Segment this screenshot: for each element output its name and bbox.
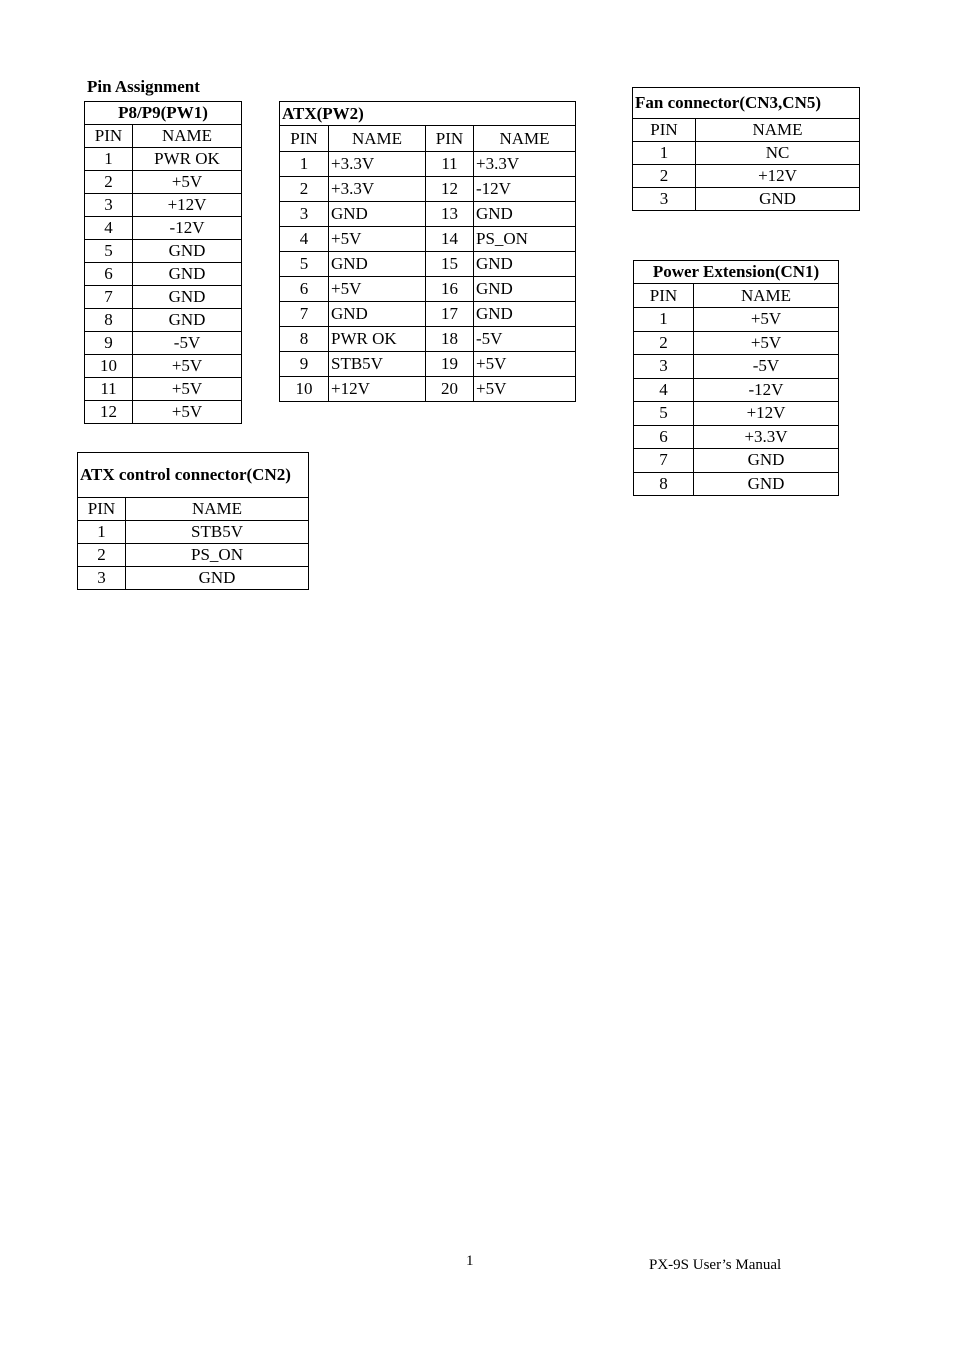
- fan-table-body: [633, 88, 860, 211]
- pin-number-cell: 14: [426, 227, 474, 252]
- table-row: [85, 355, 242, 378]
- pw2-header-row: [280, 126, 576, 152]
- signal-name-cell: GND: [694, 449, 839, 473]
- pin-number-cell: 2: [85, 171, 133, 194]
- name-column-header: NAME: [329, 126, 426, 152]
- table-row: [85, 240, 242, 263]
- signal-name-cell: +3.3V: [694, 425, 839, 449]
- pw2-pin-table: [279, 101, 576, 402]
- table-row: [280, 202, 576, 227]
- pin-number-cell: 7: [634, 449, 694, 473]
- signal-name-cell: GND: [126, 567, 309, 590]
- name-column-header: NAME: [694, 284, 839, 308]
- pin-number-cell: 9: [85, 332, 133, 355]
- table-row: [85, 217, 242, 240]
- cn1-pin-table: [633, 260, 839, 496]
- cn2-table-title: ATX control connector(CN2): [78, 453, 309, 498]
- signal-name-cell: PWR OK: [133, 148, 242, 171]
- signal-name-cell: GND: [329, 252, 426, 277]
- pw2-table-body: [280, 102, 576, 402]
- table-row: [280, 227, 576, 252]
- pin-number-cell: 12: [85, 401, 133, 424]
- pin-number-cell: 1: [633, 142, 696, 165]
- pin-number-cell: 20: [426, 377, 474, 402]
- pin-number-cell: 19: [426, 352, 474, 377]
- signal-name-cell: GND: [696, 188, 860, 211]
- pin-number-cell: 18: [426, 327, 474, 352]
- signal-name-cell: +12V: [133, 194, 242, 217]
- pin-number-cell: 1: [634, 308, 694, 332]
- cn2-header-row: [78, 498, 309, 521]
- pin-number-cell: 6: [634, 425, 694, 449]
- cn2-table-body: [78, 453, 309, 590]
- table-row: [634, 402, 839, 426]
- signal-name-cell: GND: [474, 277, 576, 302]
- pw2-table-title: ATX(PW2): [280, 102, 576, 126]
- signal-name-cell: +5V: [694, 331, 839, 355]
- signal-name-cell: +12V: [696, 165, 860, 188]
- signal-name-cell: GND: [474, 202, 576, 227]
- signal-name-cell: STB5V: [126, 521, 309, 544]
- table-row: [280, 277, 576, 302]
- pin-number-cell: 17: [426, 302, 474, 327]
- pin-number-cell: 5: [634, 402, 694, 426]
- table-row: [633, 165, 860, 188]
- fan-pin-table: [632, 87, 860, 211]
- page-heading: Pin Assignment: [87, 77, 200, 96]
- signal-name-cell: -5V: [694, 355, 839, 379]
- pin-number-cell: 2: [634, 331, 694, 355]
- signal-name-cell: GND: [329, 202, 426, 227]
- signal-name-cell: +3.3V: [329, 152, 426, 177]
- signal-name-cell: -5V: [474, 327, 576, 352]
- signal-name-cell: GND: [133, 286, 242, 309]
- table-row: [634, 425, 839, 449]
- table-row: [280, 252, 576, 277]
- signal-name-cell: +5V: [133, 171, 242, 194]
- table-row: [85, 148, 242, 171]
- pin-number-cell: 11: [426, 152, 474, 177]
- table-row: [633, 142, 860, 165]
- signal-name-cell: GND: [474, 302, 576, 327]
- name-column-header: NAME: [126, 498, 309, 521]
- table-row: [78, 567, 309, 590]
- table-row: [85, 263, 242, 286]
- pin-number-cell: 3: [280, 202, 329, 227]
- table-row: [85, 171, 242, 194]
- table-row: [78, 544, 309, 567]
- signal-name-cell: +5V: [474, 352, 576, 377]
- table-row: [634, 331, 839, 355]
- table-row: [280, 302, 576, 327]
- signal-name-cell: +5V: [133, 355, 242, 378]
- signal-name-cell: STB5V: [329, 352, 426, 377]
- pin-number-cell: 3: [85, 194, 133, 217]
- pin-number-cell: 11: [85, 378, 133, 401]
- cn1-table-title: Power Extension(CN1): [634, 261, 839, 284]
- table-row: [85, 194, 242, 217]
- signal-name-cell: -12V: [474, 177, 576, 202]
- pin-number-cell: 9: [280, 352, 329, 377]
- table-row: [634, 449, 839, 473]
- pin-number-cell: 3: [633, 188, 696, 211]
- table-row: [280, 327, 576, 352]
- pin-number-cell: 4: [634, 378, 694, 402]
- signal-name-cell: +5V: [133, 378, 242, 401]
- signal-name-cell: GND: [329, 302, 426, 327]
- signal-name-cell: -5V: [133, 332, 242, 355]
- pin-number-cell: 7: [280, 302, 329, 327]
- signal-name-cell: GND: [474, 252, 576, 277]
- pin-number-cell: 4: [85, 217, 133, 240]
- pin-number-cell: 6: [280, 277, 329, 302]
- pin-number-cell: 10: [85, 355, 133, 378]
- fan-table-title: Fan connector(CN3,CN5): [633, 88, 860, 119]
- table-row: [85, 309, 242, 332]
- table-row: [634, 355, 839, 379]
- pw1-header-row: [85, 125, 242, 148]
- cn1-header-row: [634, 284, 839, 308]
- manual-title: PX-9S User’s Manual: [649, 1257, 782, 1273]
- pin-column-header: PIN: [633, 119, 696, 142]
- table-row: [280, 177, 576, 202]
- signal-name-cell: -12V: [694, 378, 839, 402]
- pin-number-cell: 2: [78, 544, 126, 567]
- table-row: [85, 378, 242, 401]
- table-row: [634, 378, 839, 402]
- signal-name-cell: PS_ON: [474, 227, 576, 252]
- pin-number-cell: 2: [633, 165, 696, 188]
- signal-name-cell: PWR OK: [329, 327, 426, 352]
- pin-number-cell: 6: [85, 263, 133, 286]
- pw1-table-body: [85, 102, 242, 424]
- pin-number-cell: 8: [85, 309, 133, 332]
- cn2-pin-table: [77, 452, 309, 590]
- pin-column-header: PIN: [426, 126, 474, 152]
- table-row: [280, 352, 576, 377]
- table-row: [634, 472, 839, 496]
- signal-name-cell: GND: [694, 472, 839, 496]
- pin-number-cell: 12: [426, 177, 474, 202]
- signal-name-cell: NC: [696, 142, 860, 165]
- pin-number-cell: 15: [426, 252, 474, 277]
- signal-name-cell: GND: [133, 240, 242, 263]
- fan-header-row: [633, 119, 860, 142]
- pw1-pin-table: [84, 101, 242, 424]
- signal-name-cell: +5V: [133, 401, 242, 424]
- signal-name-cell: GND: [133, 263, 242, 286]
- pw1-table-title: P8/P9(PW1): [85, 102, 242, 125]
- pin-column-header: PIN: [78, 498, 126, 521]
- pin-column-header: PIN: [634, 284, 694, 308]
- pin-number-cell: 1: [85, 148, 133, 171]
- pin-number-cell: 1: [78, 521, 126, 544]
- pin-number-cell: 8: [634, 472, 694, 496]
- name-column-header: NAME: [696, 119, 860, 142]
- pin-number-cell: 10: [280, 377, 329, 402]
- signal-name-cell: +5V: [329, 227, 426, 252]
- pin-number-cell: 16: [426, 277, 474, 302]
- pin-number-cell: 8: [280, 327, 329, 352]
- pin-number-cell: 4: [280, 227, 329, 252]
- name-column-header: NAME: [133, 125, 242, 148]
- table-row: [280, 152, 576, 177]
- signal-name-cell: GND: [133, 309, 242, 332]
- pin-number-cell: 7: [85, 286, 133, 309]
- signal-name-cell: PS_ON: [126, 544, 309, 567]
- table-row: [85, 332, 242, 355]
- table-row: [85, 286, 242, 309]
- signal-name-cell: +5V: [329, 277, 426, 302]
- name-column-header: NAME: [474, 126, 576, 152]
- signal-name-cell: +12V: [329, 377, 426, 402]
- pin-number-cell: 13: [426, 202, 474, 227]
- cn1-table-body: [634, 261, 839, 496]
- pin-number-cell: 3: [634, 355, 694, 379]
- pin-number-cell: 1: [280, 152, 329, 177]
- page-number: 1: [466, 1253, 474, 1269]
- table-row: [633, 188, 860, 211]
- signal-name-cell: +3.3V: [329, 177, 426, 202]
- pin-number-cell: 5: [85, 240, 133, 263]
- pin-number-cell: 2: [280, 177, 329, 202]
- pin-column-header: PIN: [85, 125, 133, 148]
- pin-column-header: PIN: [280, 126, 329, 152]
- signal-name-cell: -12V: [133, 217, 242, 240]
- table-row: [280, 377, 576, 402]
- signal-name-cell: +12V: [694, 402, 839, 426]
- pin-number-cell: 5: [280, 252, 329, 277]
- table-row: [78, 521, 309, 544]
- signal-name-cell: +3.3V: [474, 152, 576, 177]
- table-row: [634, 308, 839, 332]
- pin-number-cell: 3: [78, 567, 126, 590]
- signal-name-cell: +5V: [474, 377, 576, 402]
- signal-name-cell: +5V: [694, 308, 839, 332]
- table-row: [85, 401, 242, 424]
